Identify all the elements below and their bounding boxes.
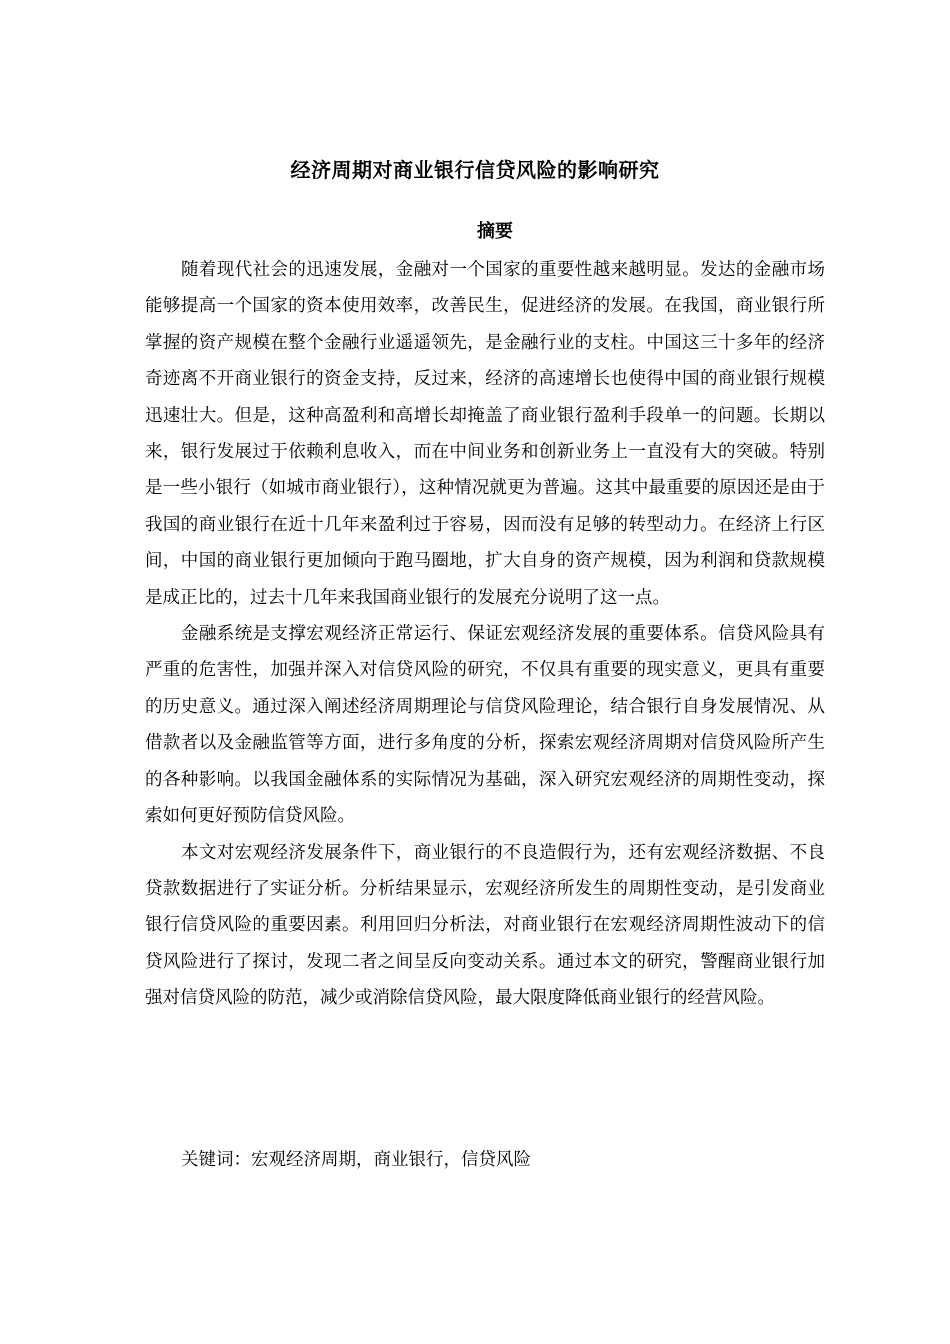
abstract-paragraph-1: 随着现代社会的迅速发展，金融对一个国家的重要性越来越明显。发达的金融市场能够提高一个国家的资本使用效率，改善民生，促进经济的发展。在我国，商业银行所掌握的资产规模在整个金融行业遥遥领先，是金融行业的支柱。中国这三十多年的经济奇迹离不开商业银行的资金支持，反过来，经济的高速增长也使得中国的商业银行规模迅速壮大。但是，这种高盈利和高增长却掩盖了商业银行盈利手段单一的问题。长期以来，银行发展过于依赖利息收入，而在中间业务和创新业务上一直没有大的突破。特别是一些小银行（如城市商业银行），这种情况就更为普遍。这其中最重要的原因还是由于我国的商业银行在近十几年来盈利过于容易，因而没有足够的转型动力。在经济上行区间，中国的商业银行更加倾向于跑马圈地，扩大自身的资产规模，因为利润和贷款规模是成正比的，过去十几年来我国商业银行的发展充分说明了这一点。 (145, 260, 825, 608)
paper-title: 经济周期对商业银行信贷风险的影响研究 (290, 158, 660, 182)
abstract-paragraph-3: 本文对宏观经济发展条件下，商业银行的不良造假行为，还有宏观经济数据、不良贷款数据进行了实证分析。分析结果显示，宏观经济所发生的周期性变动，是引发商业银行信贷风险的重要因素。利用回归分析法，对商业银行在宏观经济周期性波动下的信贷风险进行了探讨，发现二者之间呈反向变动关系。通过本文的研究，警醒商业银行加强对信贷风险的防范，减少或消除信贷风险，最大限度降低商业银行的经营风险。 (145, 842, 825, 1009)
abstract-heading: 摘要 (477, 221, 513, 242)
abstract-body (145, 252, 825, 1017)
abstract-paragraph-2: 金融系统是支撑宏观经济正常运行、保证宏观经济发展的重要体系。信贷风险具有严重的危害性，加强并深入对信贷风险的研究，不仅具有重要的现实意义，更具有重要的历史意义。通过深入阐述经济周期理论与信贷风险理论，结合银行自身发展情况、从借款者以及金融监管等方面，进行多角度的分析，探索宏观经济周期对信贷风险所产生的各种影响。以我国金融体系的实际情况为基础，深入研究宏观经济的周期性变动，探索如何更好预防信贷风险。 (145, 624, 825, 827)
keywords-line: 关键词：宏观经济周期，商业银行，信贷风险 (181, 1150, 531, 1170)
